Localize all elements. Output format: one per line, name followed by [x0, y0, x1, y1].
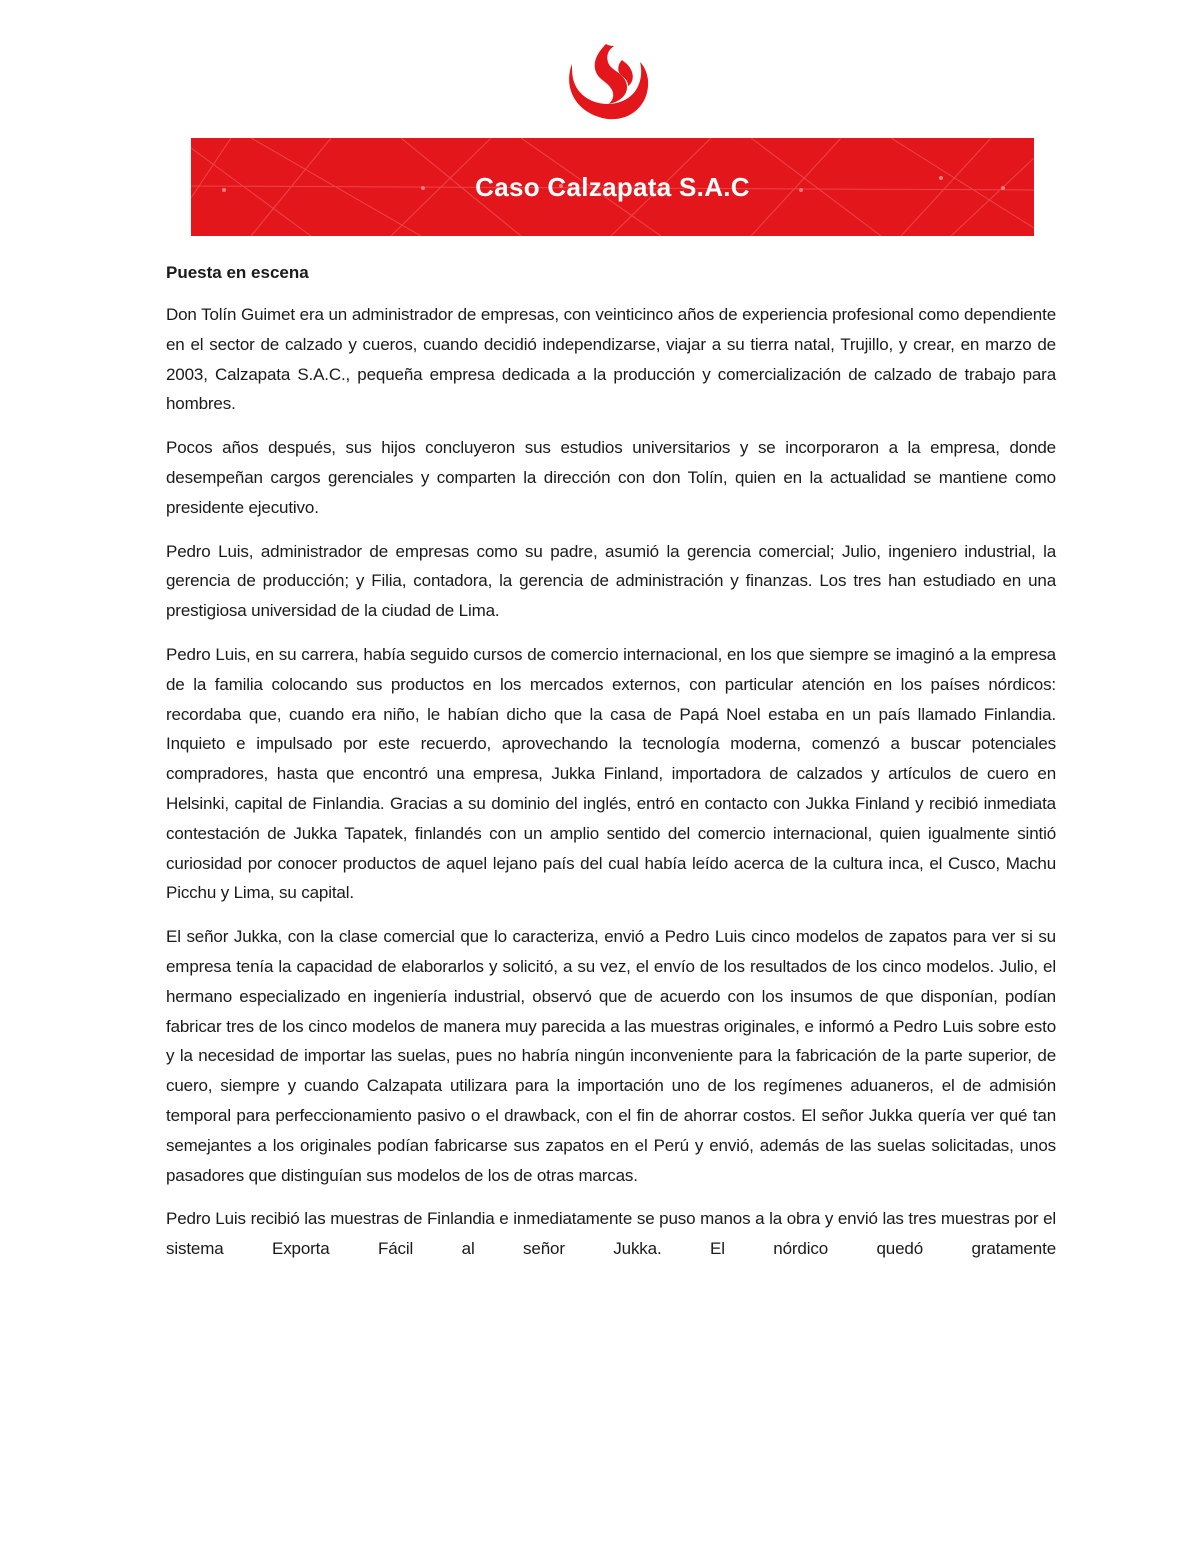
title-banner: [191, 138, 1034, 236]
paragraph: Pedro Luis, administrador de empresas como su padre, asumió la gerencia comercial; Julio, ingeniero industrial, la gerencia de producción; y Filia, contadora, la gerencia de administración y finanzas. Los tres han estudiado en una prestigiosa universidad de la ciudad de Lima.: [166, 541, 1056, 621]
paragraph: Pocos años después, sus hijos concluyeron sus estudios universitarios y se incorporaron a la empresa, donde desempeñan cargos gerenciales y comparten la dirección con don Tolín, quien en la actualidad se mantiene como presidente ejecutivo.: [166, 438, 1056, 517]
section-heading: Puesta en escena: [166, 263, 309, 282]
paragraph: Don Tolín Guimet era un administrador de empresas, con veinticinco años de experiencia profesional como dependiente en el sector de calzado y cueros, cuando decidió independizarse, viajar a su tierra natal, Trujillo, y crear, en marzo de 2003, Calzapata S.A.C., pequeña empresa dedicada a la producción y comercialización de calzado de trabajo para hombres.: [166, 305, 1056, 414]
paragraph: Pedro Luis recibió las muestras de Finlandia e inmediatamente se puso manos a la obra y envió las tres muestras por el sistema Exporta Fácil al señor Jukka. El nórdico quedó gratamente: [166, 1209, 1056, 1259]
paragraph: El señor Jukka, con la clase comercial que lo caracteriza, envió a Pedro Luis cinco modelos de zapatos para ver si su empresa tenía la capacidad de elaborarlos y solicitó, a su vez, el envío de los resultados de los cinco modelos. Julio, el hermano especializado en ingeniería industrial, observó que de acuerdo con los insumos de que disponían, podían fabricar tres de los cinco modelos de manera muy parecida a las muestras originales, e informó a Pedro Luis sobre esto y la necesidad de importar las suelas, pues no habría ningún inconveniente para la fabricación de la parte superior, de cuero, siempre y cuando Calzapata utilizara para la importación uno de los regímenes aduaneros, el de admisión temporal para perfeccionamiento pasivo o el drawback, con el fin de ahorrar costos. El señor Jukka quería ver qué tan semejantes a los originales podían fabricarse sus zapatos en el Perú y envió, además de las suelas solicitadas, unos pasadores que distinguían sus modelos de los de otras marcas.: [166, 927, 1056, 1185]
document-title: Caso Calzapata S.A.C: [475, 171, 750, 202]
document-body: [166, 258, 1056, 1278]
flame-logo-icon: [562, 38, 654, 122]
paragraph: Pedro Luis, en su carrera, había seguido cursos de comercio internacional, en los que siempre se imaginó a la empresa de la familia colocando sus productos en los mercados externos, con particular atención en los países nórdicos: recordaba que, cuando era niño, le habían dicho que la casa de Papá Noel estaba en un país llamado Finlandia. Inquieto e impulsado por este recuerdo, aprovechando la tecnología moderna, comenzó a buscar potenciales compradores, hasta que encontró una empresa, Jukka Finland, importadora de calzados y artículos de cuero en Helsinki, capital de Finlandia. Gracias a su dominio del inglés, entró en contacto con Jukka Finland y recibió inmediata contestación de Jukka Tapatek, finlandés con un amplio sentido del comercio internacional, quien igualmente sintió curiosidad por conocer productos de aquel lejano país del cual había leído acerca de la cultura inca, el Cusco, Machu Picchu y Lima, su capital.: [166, 644, 1056, 903]
